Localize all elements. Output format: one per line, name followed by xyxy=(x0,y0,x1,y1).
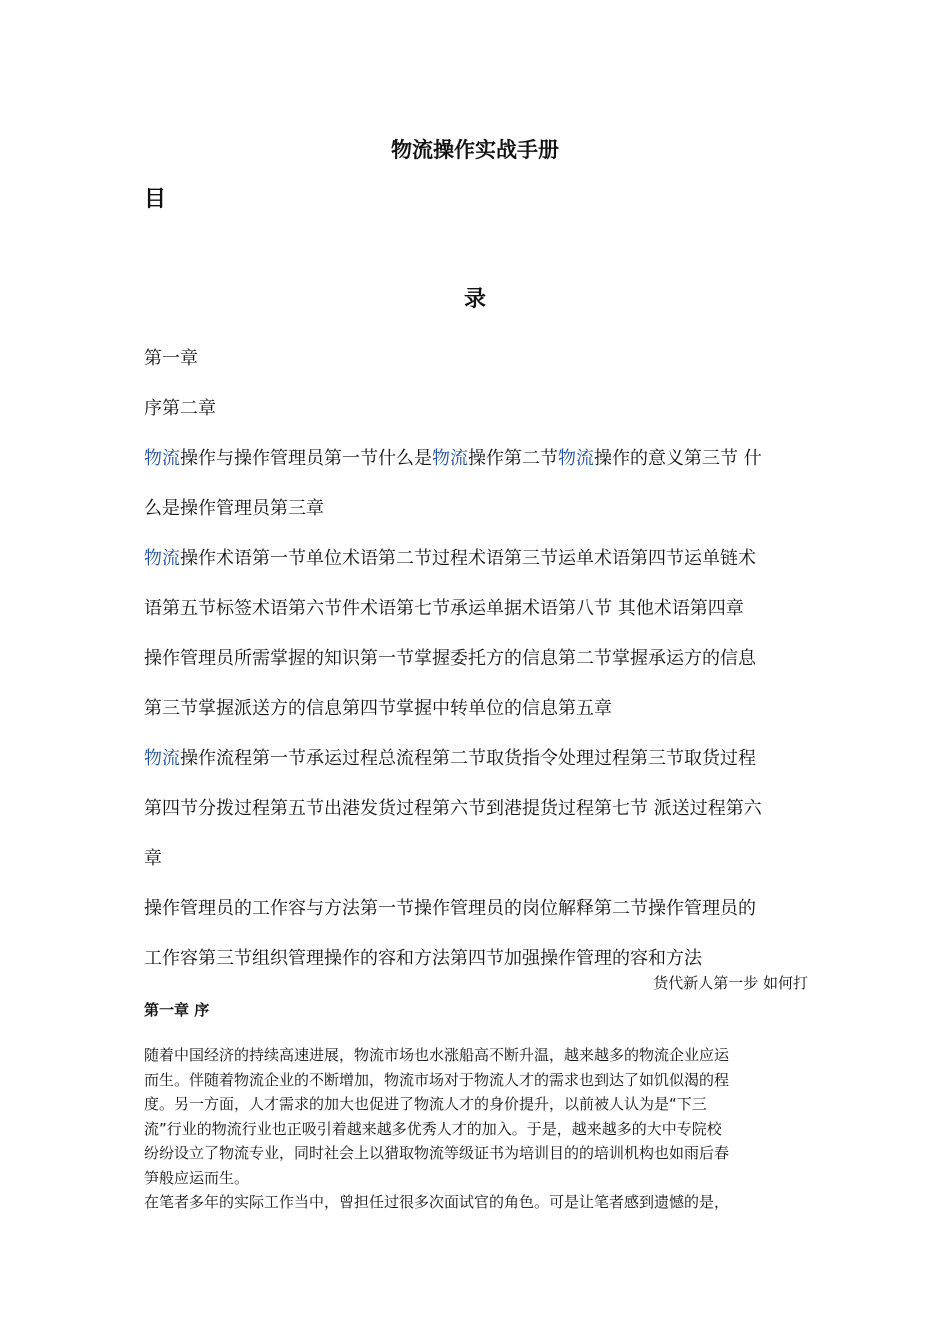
toc-heading-first-char: 目 xyxy=(144,187,167,212)
chapter-heading: 第一章 序 xyxy=(144,1001,210,1019)
body-line: 在笔者多年的实际工作当中，曾担任过很多次面试官的角色。可是让笔者感到遗憾的是， xyxy=(144,1193,730,1211)
toc-link-text[interactable]: 物流 xyxy=(432,448,468,469)
toc-line xyxy=(144,384,812,434)
body-line: 度。另一方面，人才需求的加大也促进了物流人才的身价提升，以前被人认为是“下三 xyxy=(144,1095,707,1113)
toc-line xyxy=(144,684,812,734)
toc-text: 操作管理员的工作容与方法第一节操作管理员的岗位解释第二节操作管理员的 xyxy=(144,898,756,919)
toc-link-text[interactable]: 物流 xyxy=(558,448,594,469)
toc-text: 第四节分拨过程第五节出港发货过程第六节到港提货过程第七节 派送过程第六 xyxy=(144,798,762,819)
body-line: 笋般应运而生。 xyxy=(144,1168,250,1187)
right-aligned-note: 货代新人第一步 如何打 xyxy=(653,974,808,992)
body-line: 流”行业的物流行业也正吸引着越来越多优秀人才的加入。于是，越来越多的大中专院校 xyxy=(144,1119,722,1138)
toc-line xyxy=(144,434,812,484)
toc-text: 操作与操作管理员第一节什么是 xyxy=(180,448,432,469)
toc-text: 操作管理员所需掌握的知识第一节掌握委托方的信息第二节掌握承运方的信息 xyxy=(144,648,756,669)
toc-text: 操作第二节 xyxy=(468,448,558,469)
toc-line xyxy=(144,734,812,784)
toc-text: 操作术语第一节单位术语第二节过程术语第三节运单术语第四节运单链术 xyxy=(180,548,756,569)
toc-link-text[interactable]: 物流 xyxy=(144,448,180,469)
document-title: 物流操作实战手册 xyxy=(391,138,559,162)
toc-line xyxy=(144,334,812,384)
toc-line xyxy=(144,584,812,634)
toc-line xyxy=(144,784,812,834)
toc-link-text[interactable]: 物流 xyxy=(144,748,180,769)
body-line: 而生。伴随着物流企业的不断增加，物流市场对于物流人才的需求也到达了如饥似渴的程 xyxy=(144,1070,730,1089)
toc-text: 么是操作管理员第三章 xyxy=(144,498,324,519)
toc-text: 章 xyxy=(144,848,162,869)
toc-line xyxy=(144,634,812,684)
toc-line xyxy=(144,834,812,884)
chapter-body-text xyxy=(144,1043,812,1215)
toc-line xyxy=(144,534,812,584)
toc-text: 工作容第三节组织管理操作的容和方法第四节加强操作管理的容和方法 xyxy=(144,948,702,969)
toc-line xyxy=(144,884,812,934)
toc-line xyxy=(144,484,812,534)
body-line: 随着中国经济的持续高速进展，物流市场也水涨船高不断升温，越来越多的物流企业应运 xyxy=(144,1046,730,1064)
body-line: 纷纷设立了物流专业，同时社会上以猎取物流等级证书为培训目的的培训机构也如雨后春 xyxy=(144,1144,730,1162)
toc-text: 语第五节标签术语第六节件术语第七节承运单据术语第八节 其他术语第四章 xyxy=(144,598,744,619)
toc-heading-second-char: 录 xyxy=(463,287,486,312)
toc-text: 序第二章 xyxy=(144,398,216,419)
toc-link-text[interactable]: 物流 xyxy=(144,548,180,569)
toc-text: 操作的意义第三节 什 xyxy=(594,448,762,469)
toc-text: 操作流程第一节承运过程总流程第二节取货指令处理过程第三节取货过程 xyxy=(180,748,756,769)
toc-text: 第一章 xyxy=(144,348,198,369)
toc-text: 第三节掌握派送方的信息第四节掌握中转单位的信息第五章 xyxy=(144,698,612,719)
table-of-contents xyxy=(144,334,812,984)
